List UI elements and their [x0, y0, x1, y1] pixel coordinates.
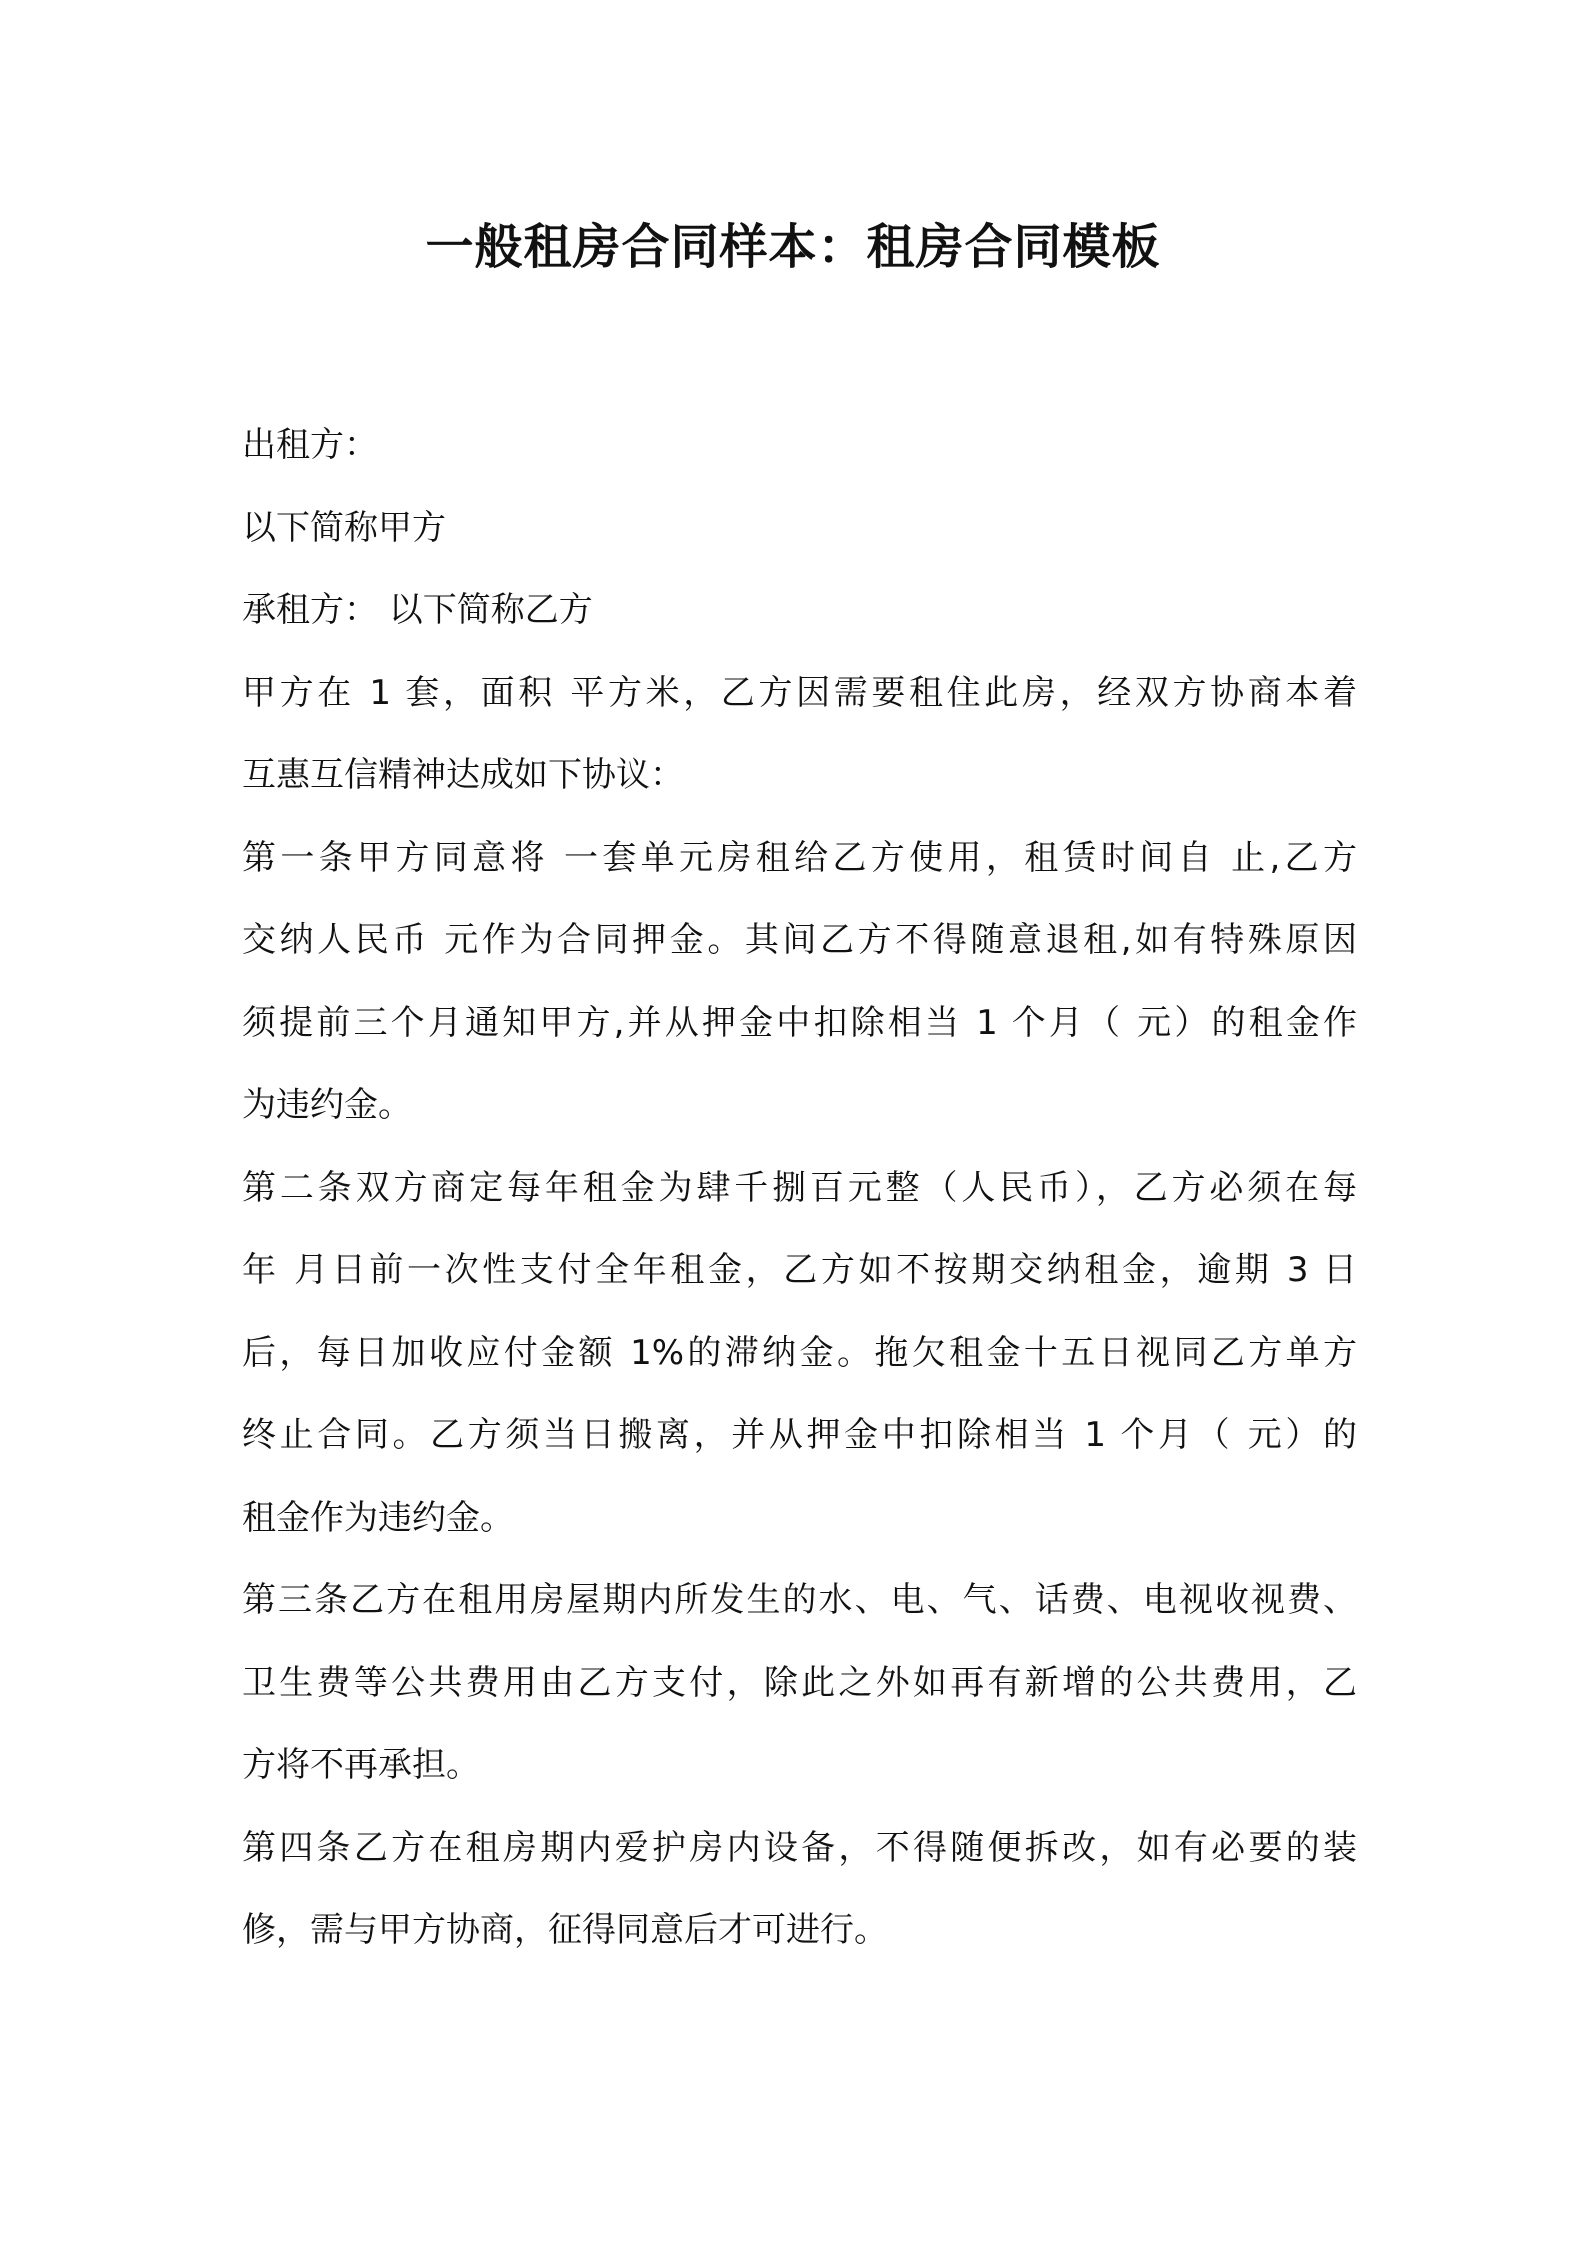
contract-body	[242, 404, 1357, 1972]
text-line-lessor: 出租方：	[242, 425, 378, 465]
text-line-article-3-2: 卫生费等公共费用由乙方支付，除此之外如再有新增的公共费用，乙	[242, 1662, 1357, 1703]
text-line-lessee: 承租方： 以下简称乙方	[242, 590, 593, 630]
text-line-article-2-5: 租金作为违约金。	[242, 1497, 514, 1538]
text-line-preamble-1: 甲方在 1 套，面积 平方米，乙方因需要租住此房，经双方协商本着	[242, 672, 1357, 713]
text-line-party-a-alias: 以下简称甲方	[242, 507, 446, 548]
text-line-article-3-1: 第三条乙方在租用房屋期内所发生的水、电、气、话费、电视收视费、	[242, 1580, 1357, 1620]
text-line-article-4-1: 第四条乙方在租房期内爱护房内设备，不得随便拆改，如有必要的装	[242, 1827, 1357, 1868]
text-line-preamble-2: 互惠互信精神达成如下协议：	[242, 755, 684, 795]
text-line-article-1-4: 为违约金。	[242, 1085, 412, 1125]
text-line-article-2-4: 终止合同。乙方须当日搬离，并从押金中扣除相当 1 个月（ 元）的	[242, 1415, 1357, 1455]
text-line-article-2-2: 年 月日前一次性支付全年租金，乙方如不按期交纳租金，逾期 3 日	[242, 1250, 1357, 1290]
text-line-article-1-2: 交纳人民币 元作为合同押金。其间乙方不得随意退租,如有特殊原因	[242, 920, 1357, 960]
text-line-article-2-3: 后，每日加收应付金额 1%的滞纳金。拖欠租金十五日视同乙方单方	[242, 1332, 1357, 1373]
text-line-article-1-3: 须提前三个月通知甲方,并从押金中扣除相当 1 个月（ 元）的租金作	[242, 1002, 1357, 1043]
text-line-article-4-2: 修，需与甲方协商，征得同意后才可进行。	[242, 1910, 888, 1950]
text-line-article-2-1: 第二条双方商定每年租金为肆千捌百元整（人民币），乙方必须在每	[242, 1167, 1357, 1208]
text-line-article-1-1: 第一条甲方同意将 一套单元房租给乙方使用，租赁时间自 止,乙方	[242, 837, 1357, 878]
document-title: 一般租房合同样本：租房合同模板	[425, 219, 1161, 275]
text-line-article-3-3: 方将不再承担。	[242, 1745, 480, 1785]
